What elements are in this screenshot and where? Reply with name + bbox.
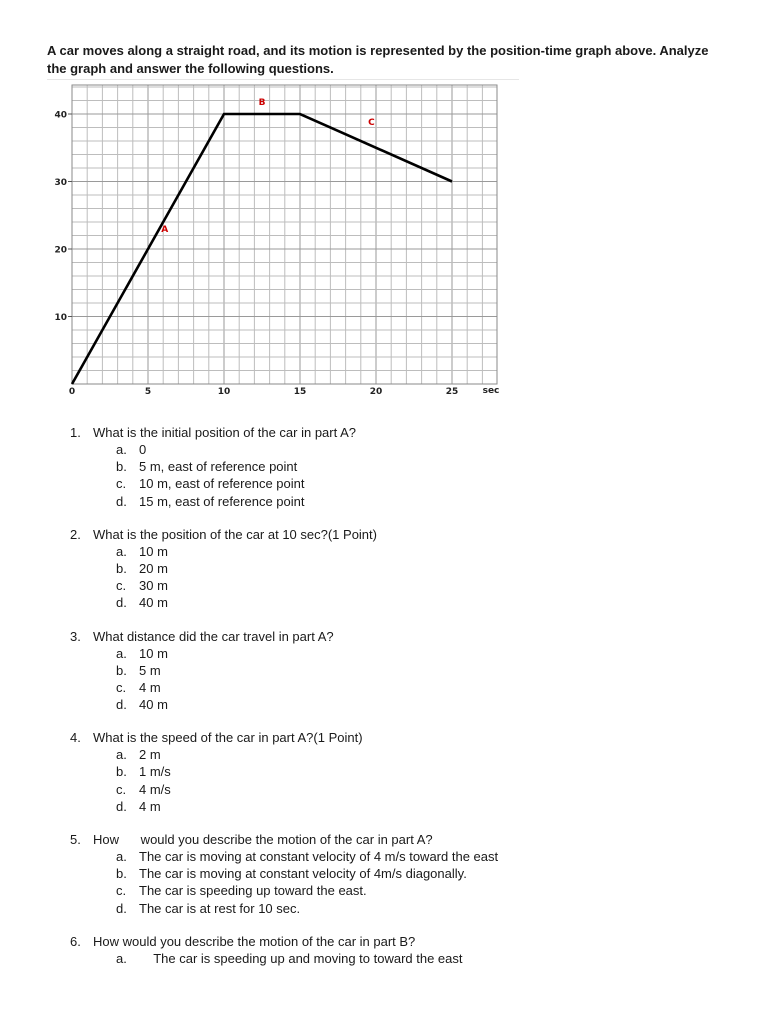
- question-number: 1.: [70, 425, 81, 440]
- position-time-graph: [0, 0, 768, 420]
- intro-text: A car moves along a straight road, and its motion is represented by the position-time graph above. Analyze the graph and answer the following questions.: [47, 43, 709, 76]
- answer-option[interactable]: [70, 475, 750, 492]
- option-text: 2 m: [139, 747, 161, 763]
- option-text: 10 m, east of reference point: [139, 476, 305, 492]
- y-tick-label: 40: [54, 110, 67, 121]
- option-text: 40 m: [139, 595, 168, 611]
- option-letter: d.: [116, 900, 127, 916]
- option-letter: c.: [116, 679, 127, 695]
- option-text: 20 m: [139, 560, 168, 576]
- question-1: [70, 424, 750, 510]
- answer-option[interactable]: [70, 662, 750, 679]
- option-text: 40 m: [139, 697, 168, 713]
- question-number: 4.: [70, 730, 81, 746]
- answer-option[interactable]: [70, 645, 750, 662]
- answer-option[interactable]: [70, 679, 750, 696]
- x-tick-label: 15: [293, 387, 307, 397]
- answer-option[interactable]: [70, 696, 750, 713]
- option-letter: a.: [116, 543, 127, 559]
- segment-label-b: B: [258, 98, 266, 109]
- option-text: The car is speeding up toward the east.: [139, 883, 367, 899]
- option-text: 4 m: [139, 679, 161, 695]
- question-text: What distance did the car travel in part A?: [93, 628, 334, 644]
- option-text: 5 m: [139, 662, 161, 678]
- option-letter: d.: [116, 798, 127, 814]
- option-letter: c.: [116, 476, 127, 492]
- answer-option[interactable]: [70, 781, 750, 798]
- question-title: [70, 424, 750, 441]
- x-unit-label: sec: [482, 386, 500, 396]
- option-letter: a.: [116, 442, 127, 457]
- question-2: [70, 526, 750, 612]
- option-letter: a.: [116, 747, 127, 763]
- answer-option[interactable]: [70, 798, 750, 815]
- question-6: [70, 933, 750, 967]
- question-5: [70, 831, 750, 917]
- option-letter: c.: [116, 781, 127, 797]
- question-text: What is the initial position of the car in part A?: [93, 425, 357, 440]
- option-text: 0: [139, 442, 147, 457]
- option-text: The car is moving at constant velocity of 4 m/s toward the east: [139, 849, 499, 864]
- answer-option[interactable]: [70, 865, 750, 882]
- question-text: How would you describe the motion of the car in part A?: [93, 832, 433, 847]
- option-text: 15 m, east of reference point: [139, 493, 305, 509]
- option-letter: b.: [116, 866, 127, 882]
- question-number: 2.: [70, 526, 81, 542]
- option-letter: c.: [116, 883, 127, 899]
- option-letter: a.: [116, 645, 127, 661]
- answer-option[interactable]: [70, 560, 750, 577]
- x-tick-label: 20: [369, 387, 383, 397]
- x-tick-label: 10: [217, 387, 231, 397]
- question-number: 6.: [70, 933, 81, 949]
- y-tick-label: 10: [54, 313, 67, 323]
- question-text: What is the position of the car at 10 sec?(1 Point): [93, 526, 377, 542]
- question-title: [70, 933, 750, 950]
- answer-option[interactable]: [70, 900, 750, 917]
- question-number: 3.: [70, 628, 81, 644]
- answer-option[interactable]: [70, 441, 750, 458]
- answer-option[interactable]: [70, 848, 750, 865]
- answer-option[interactable]: [70, 577, 750, 594]
- answer-option[interactable]: [70, 493, 750, 510]
- option-text: The car is at rest for 10 sec.: [139, 900, 301, 916]
- option-text: 5 m, east of reference point: [139, 459, 298, 475]
- segment-label-a: A: [161, 225, 169, 236]
- x-tick-label: 5: [144, 387, 152, 397]
- option-letter: d.: [116, 493, 127, 509]
- question-title: [70, 628, 750, 645]
- option-text: 30 m: [139, 578, 168, 594]
- option-letter: c.: [116, 578, 127, 594]
- segment-label-c: C: [368, 117, 375, 128]
- question-title: [70, 729, 750, 746]
- option-text: 1 m/s: [139, 764, 171, 780]
- x-tick-label: 0: [68, 387, 76, 397]
- option-text: The car is speeding up and moving to toward the east: [139, 950, 463, 966]
- answer-option[interactable]: [70, 950, 750, 967]
- option-letter: b.: [116, 459, 127, 475]
- option-text: The car is moving at constant velocity of 4m/s diagonally.: [139, 866, 467, 882]
- answer-option[interactable]: [70, 882, 750, 899]
- question-text: What is the speed of the car in part A?(1 Point): [93, 730, 363, 746]
- answer-option[interactable]: [70, 543, 750, 560]
- question-4: [70, 729, 750, 815]
- option-letter: d.: [116, 697, 127, 713]
- answer-option[interactable]: [70, 458, 750, 475]
- grid-lines: [72, 85, 497, 384]
- answer-option[interactable]: [70, 594, 750, 611]
- option-text: 10 m: [139, 645, 168, 661]
- option-text: 4 m/s: [139, 781, 171, 797]
- answer-option[interactable]: [70, 763, 750, 780]
- option-letter: b.: [116, 764, 127, 780]
- question-3: [70, 628, 750, 714]
- y-tick-label: 30: [54, 178, 67, 188]
- x-tick-label: 25: [445, 387, 459, 397]
- question-text: How would you describe the motion of the car in part B?: [93, 933, 416, 949]
- question-list: [70, 424, 750, 967]
- question-title: [70, 831, 750, 848]
- question-title: [70, 526, 750, 543]
- question-number: 5.: [70, 832, 81, 847]
- option-text: 10 m: [139, 543, 168, 559]
- option-letter: a.: [116, 849, 127, 864]
- option-letter: b.: [116, 560, 127, 576]
- option-text: 4 m: [139, 798, 161, 814]
- y-tick-label: 20: [54, 245, 67, 256]
- option-letter: a.: [116, 950, 127, 966]
- option-letter: b.: [116, 662, 127, 678]
- option-letter: d.: [116, 595, 127, 611]
- answer-option[interactable]: [70, 746, 750, 763]
